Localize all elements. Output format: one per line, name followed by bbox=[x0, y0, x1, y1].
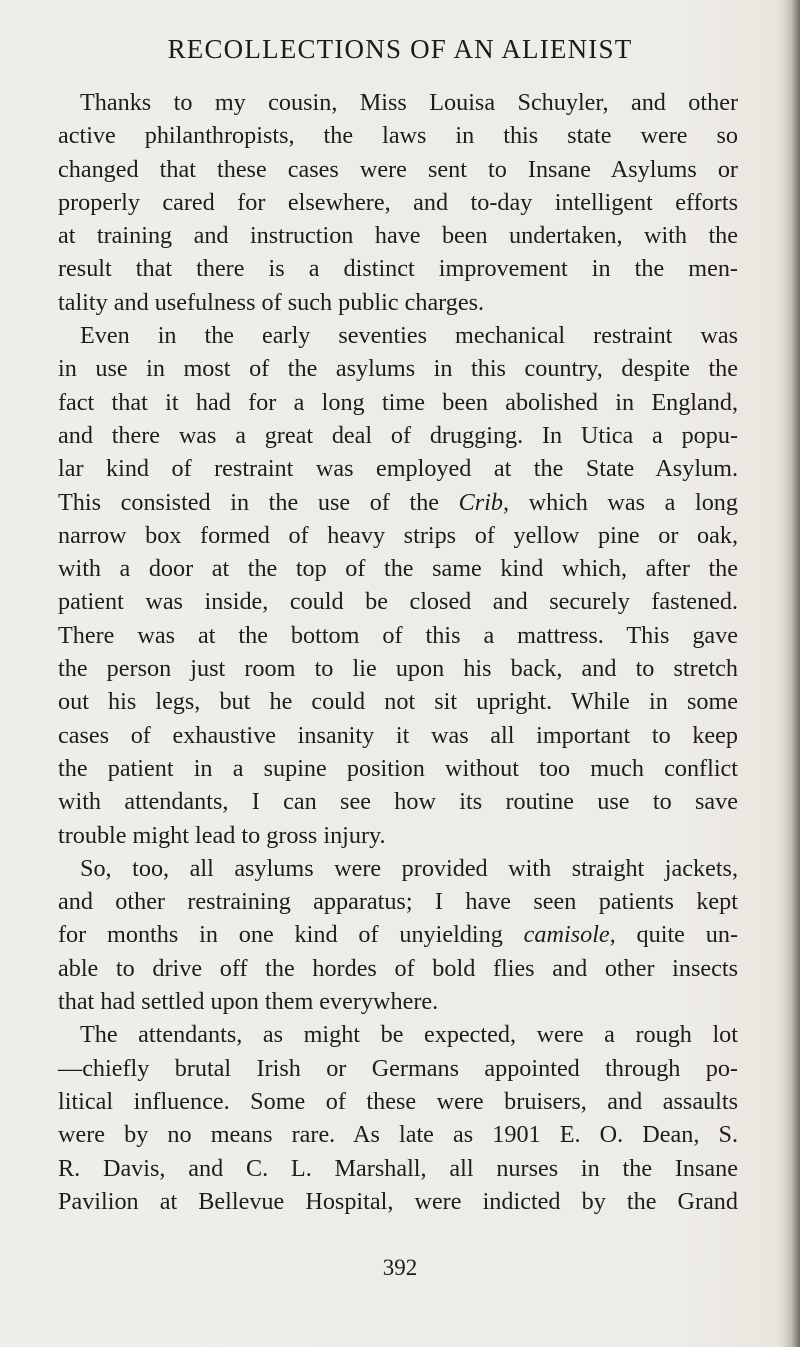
text-line: at training and instruction have been undertaken, with the bbox=[58, 222, 738, 250]
text-line: Pavilion at Bellevue Hospital, were indicted by the Grand bbox=[58, 1187, 738, 1215]
text-run: for months in one kind of unyielding bbox=[58, 921, 524, 949]
text-line: litical influence. Some of these were bruisers, and assaults bbox=[58, 1087, 738, 1115]
text-line: in use in most of the asylums in this country, despite the bbox=[58, 355, 738, 383]
body-text bbox=[58, 86, 738, 1218]
text-line: the patient in a supine position without too much conflict bbox=[58, 754, 738, 782]
text-line: The attendants, as might be expected, were a rough lot bbox=[80, 1021, 738, 1049]
text-line: and other restraining apparatus; I have seen patients kept bbox=[58, 888, 738, 916]
text-line: tality and usefulness of such public charges. bbox=[58, 288, 485, 316]
text-line bbox=[58, 918, 738, 951]
text-line: So, too, all asylums were provided with straight jackets, bbox=[80, 854, 738, 882]
text-line: with attendants, I can see how its routine use to save bbox=[58, 788, 738, 816]
text-line: the person just room to lie upon his back, and to stretch bbox=[58, 655, 738, 683]
text-line: patient was inside, could be closed and securely fastened. bbox=[58, 588, 738, 616]
text-line: lar kind of restraint was employed at the State Asylum. bbox=[58, 455, 738, 483]
text-line: and there was a great deal of drugging. In Utica a popu- bbox=[58, 421, 738, 449]
text-line: active philanthropists, the laws in this state were so bbox=[58, 122, 738, 150]
page-number: 392 bbox=[382, 1255, 418, 1280]
text-line: that had settled upon them everywhere. bbox=[58, 988, 439, 1016]
page-edge-shadow bbox=[782, 0, 800, 1347]
text-line: Even in the early seventies mechanical restraint was bbox=[80, 322, 738, 350]
running-head: RECOLLECTIONS OF AN ALIENIST bbox=[167, 34, 633, 64]
italic-term: Crib, bbox=[458, 488, 510, 516]
text-line: able to drive off the hordes of bold flies and other insects bbox=[58, 954, 738, 982]
text-line: changed that these cases were sent to Insane Asylums or bbox=[58, 155, 738, 183]
text-run: This consisted in the use of the bbox=[58, 488, 459, 516]
text-line bbox=[58, 486, 738, 519]
text-line: Thanks to my cousin, Miss Louisa Schuyler, and other bbox=[80, 89, 738, 116]
text-line: R. Davis, and C. L. Marshall, all nurses in the Insane bbox=[58, 1154, 738, 1182]
text-line: with a door at the top of the same kind which, after the bbox=[58, 555, 738, 583]
text-line: properly cared for elsewhere, and to-day intelligent efforts bbox=[58, 188, 738, 216]
text-line: trouble might lead to gross injury. bbox=[58, 821, 386, 849]
text-line: narrow box formed of heavy strips of yellow pine or oak, bbox=[58, 521, 738, 549]
text-run: which was a long bbox=[509, 488, 738, 516]
text-run: quite un- bbox=[615, 921, 738, 949]
text-line: fact that it had for a long time been abolished in England, bbox=[58, 388, 738, 416]
text-line: cases of exhaustive insanity it was all important to keep bbox=[58, 721, 738, 749]
text-line: —chiefly brutal Irish or Germans appointed through po- bbox=[58, 1054, 738, 1082]
text-line: were by no means rare. As late as 1901 E. O. Dean, S. bbox=[58, 1121, 738, 1149]
text-line: out his legs, but he could not sit upright. While in some bbox=[58, 688, 738, 716]
italic-term: camisole, bbox=[523, 921, 616, 949]
text-line: There was at the bottom of this a mattress. This gave bbox=[58, 621, 738, 649]
text-line: result that there is a distinct improvement in the men- bbox=[58, 255, 738, 283]
